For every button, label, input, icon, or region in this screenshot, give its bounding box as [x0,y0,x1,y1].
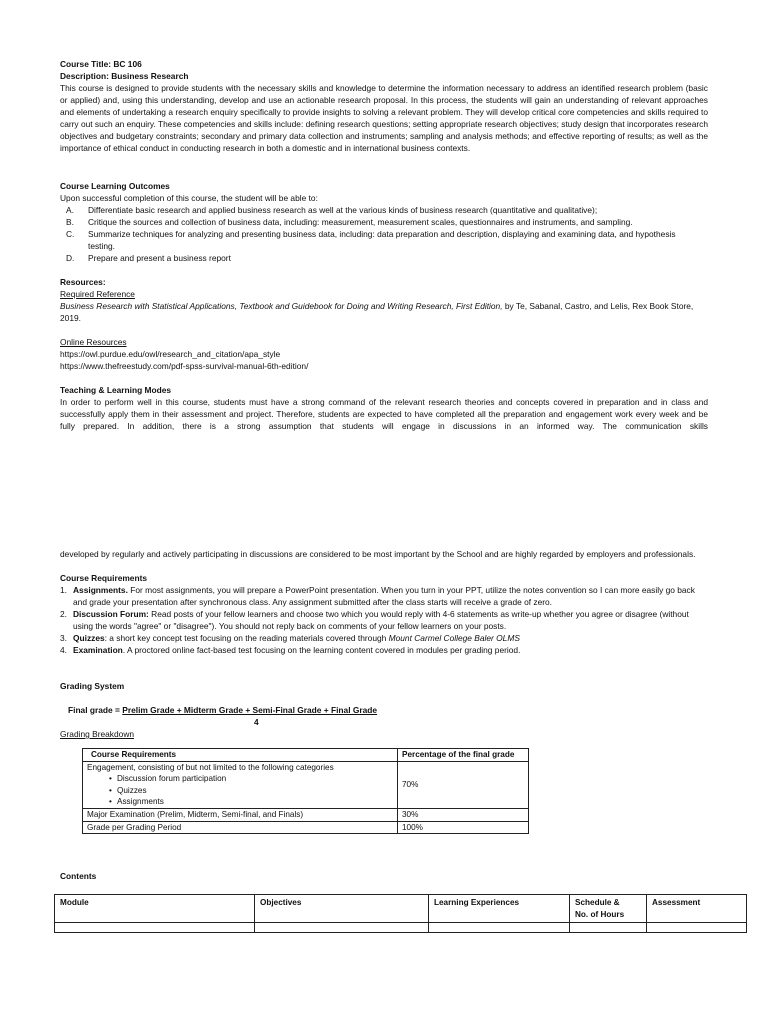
online-resources-label: Online Resources [60,337,127,347]
engagement-list [87,773,393,808]
teaching-heading: Teaching & Learning Modes [60,385,172,395]
engagement-item: • Quizzes [109,785,393,797]
contents-header-row [55,895,747,923]
online-resource-link[interactable]: https://www.thefreestudy.com/pdf-spss-survival-manual-6th-edition/ [60,361,309,371]
formula-denominator: 4 [254,717,259,727]
grading-formula [60,704,708,728]
requirement-marker: 4. [60,645,67,655]
formula-numerator: Prelim Grade + Midterm Grade + Semi-Final Grade + Final Grade [122,705,378,715]
outcome-item [60,252,708,264]
contents-header-cell: Assessment [647,895,747,923]
engagement-item: • Discussion forum participation [109,773,393,785]
outcome-marker: A. [66,205,74,215]
requirement-text: . A proctored online fact-based test focusing on the learning content covered in modules per grading period. [122,645,521,655]
requirement-label: Examination [73,645,123,655]
requirements-list [60,584,708,656]
teaching-text-part1: In order to perform well in this course, students must have a strong command of the relevant research theories and concepts covered in preparation and in class and successfully apply them in their assessment and project. Therefore, students are expected to have completed all the preparation and engagement work every week and be fully prepared. In addition, there is a strong assumption that students will engage in discussions in an informed way. The communication skills [60,397,708,431]
requirement-text: : a short key concept test focusing on the reading materials covered through [104,633,389,643]
table-cell-pct: 100% [398,821,529,834]
requirement-italic-tail: Mount Carmel College Baler OLMS [388,633,520,643]
table-cell-pct: 30% [398,808,529,821]
requirement-item [60,584,708,608]
table-cell-pct: 70% [398,761,529,808]
course-title-label: Course Title [60,59,109,69]
requirement-item [60,644,708,656]
course-description-text: This course is designed to provide students with the necessary skills and knowledge to determine the information necessary to address an identified research problem (basic or applied) and, using this understanding, develop and use an actionable research proposal. In this process, the students will gain an understanding of relevant approaches and elements of undertaking a research enquiry specifically to provide insights to solving a relevant problem. They will develop critical core competencies and skills required to carry out such an enquiry. These competencies and skills include: defining research questions; setting appropriate research objectives; study design that incorporates research objectives and budgetary constraints; secondary and primary data collection and instruments; sampling and analysis methods; and effective reporting of results; as well as the importance of ethical conduct in conducting research in both a domestic and in international business contexts. [60,83,708,153]
table-cell: Major Examination (Prelim, Midterm, Semi-final, and Finals) [83,808,398,821]
outcomes-intro: Upon successful completion of this course, the student will be able to: [60,193,318,203]
table-cell [647,923,747,933]
engagement-label: Engagement, consisting of but not limited to the following categories [87,762,334,772]
table-row [83,761,529,808]
resources-heading: Resources: [60,277,106,287]
requirement-label: Quizzes [73,633,105,643]
outcome-text: Critique the sources and collection of business data, including: measurement, measurement scales, questionnaires and instruments, and sampling. [88,217,633,227]
grading-table [82,748,529,834]
outcome-item [60,228,708,252]
outcomes-heading: Course Learning Outcomes [60,181,170,191]
table-cell [83,761,398,808]
table-cell [55,923,255,933]
document-page [60,58,708,933]
course-description-value: : Business Research [106,71,189,81]
outcomes-list [60,204,708,264]
table-row [83,821,529,834]
outcome-text: Summarize techniques for analyzing and presenting business data, including: data preparation and description, displaying and examining data, and hypothesis testing. [88,229,676,251]
table-cell [429,923,570,933]
contents-header-cell: Module [55,895,255,923]
table-header-cell: Percentage of the final grade [398,749,529,762]
table-row [55,923,747,933]
table-cell: Grade per Grading Period [83,821,398,834]
required-reference-text [60,300,708,324]
requirement-marker: 3. [60,633,67,643]
table-cell [255,923,429,933]
table-header-row [83,749,529,762]
requirement-marker: 2. [60,609,67,619]
course-description-line [60,70,708,82]
grading-breakdown-label: Grading Breakdown [60,729,135,739]
requirement-item [60,608,708,632]
book-title: Business Research with Statistical Applications, Textbook and Guidebook for Doing and Writing Research, First Edition, [60,301,503,311]
teaching-text-part2: developed by regularly and actively participating in discussions are considered to be most important by the School and are highly regarded by employers and professionals. [60,549,696,559]
table-row [83,808,529,821]
outcome-marker: D. [66,253,75,263]
course-title-value: : BC 106 [108,59,142,69]
contents-table [54,894,747,933]
outcome-text: Prepare and present a business report [88,253,231,263]
course-description-label: Description [60,71,107,81]
book-publisher: by Te, Sabanal, Castro, and Lelis, Rex Book Store, 2019. [60,301,694,323]
requirement-marker: 1. [60,585,67,595]
requirements-heading: Course Requirements [60,573,148,583]
outcome-marker: B. [66,217,74,227]
requirement-item [60,632,708,644]
formula-label: Final grade = [68,705,123,715]
contents-header-cell: Objectives [255,895,429,923]
online-resource-link[interactable]: https://owl.purdue.edu/owl/research_and_citation/apa_style [60,349,281,359]
grading-heading: Grading System [60,681,125,691]
outcome-item [60,204,708,216]
requirement-label: Discussion Forum: [73,609,149,619]
required-reference-label: Required Reference [60,289,135,299]
requirement-text: Read posts of your fellow learners and choose two which you would reply with 4-6 statements as write-up whether you agree or disagree (without using the words "agree" or "disagree"). You should not reply back on comments of your fellow learners on your posts. [73,609,689,631]
outcome-text: Differentiate basic research and applied business research as well at the various kinds of business research (quantitative and qualitative); [88,205,598,215]
outcome-item [60,216,708,228]
outcome-marker: C. [66,229,75,239]
contents-header-cell: Schedule & No. of Hours [570,895,647,923]
requirement-text: For most assignments, you will prepare a PowerPoint presentation. When you turn in your PPT, utilize the notes convention so I can more easily go back and grade your presentation after synchronous class. Any assignment submitted after the class starts will receive a grade of zero. [73,585,695,607]
engagement-item: • Assignments [109,796,393,808]
course-title-line [60,58,708,70]
table-header-cell: Course Requirements [83,749,398,762]
table-cell [570,923,647,933]
contents-header-cell: Learning Experiences [429,895,570,923]
contents-heading: Contents [60,871,97,882]
requirement-label: Assignments. [73,585,128,595]
